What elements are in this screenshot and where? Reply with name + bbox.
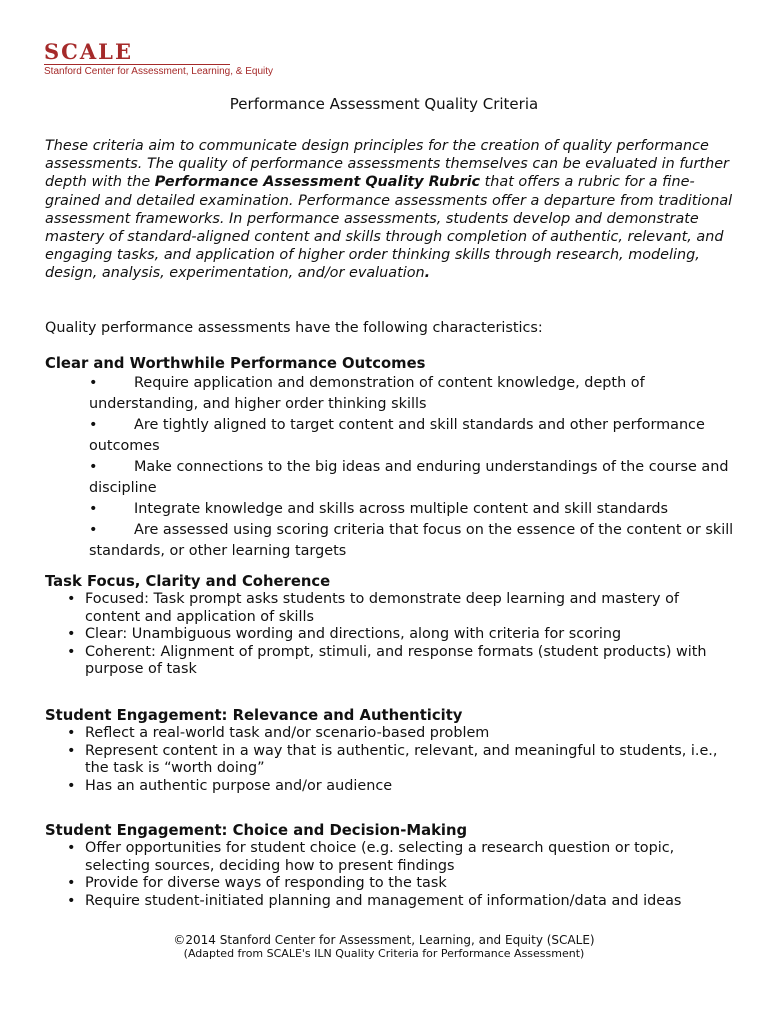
list-item-text: Integrate knowledge and skills across multiple content and skill standards bbox=[134, 501, 669, 517]
intro-end: . bbox=[424, 265, 431, 282]
choice-list bbox=[45, 840, 735, 910]
list-item-text: Are assessed using scoring criteria that focus on the essence of the content or skill standards, or other learning targets bbox=[89, 522, 734, 559]
list-item bbox=[45, 725, 735, 743]
relevance-list bbox=[45, 725, 735, 795]
list-item-text: Clear: Unambiguous wording and directions, along with criteria for scoring bbox=[85, 626, 622, 642]
list-item bbox=[45, 743, 735, 778]
section-choice-decision bbox=[45, 822, 735, 910]
bullet-icon: • bbox=[89, 417, 98, 433]
list-item bbox=[45, 893, 735, 911]
outcomes-list bbox=[45, 373, 735, 562]
list-item-text: Require application and demonstration of content knowledge, depth of understanding, and higher order thinking skills bbox=[89, 375, 645, 412]
list-item bbox=[45, 644, 735, 679]
section-heading: Clear and Worthwhile Performance Outcomes bbox=[45, 355, 426, 372]
list-item bbox=[45, 778, 735, 796]
list-item-text: Are tightly aligned to target content and skill standards and other performance outcomes bbox=[89, 417, 705, 454]
bullet-icon: • bbox=[67, 591, 76, 607]
intro-text-1: These criteria aim to communicate design principles for the creation of quality performance assessments. The quality of performance assessments themselves can be evaluated in further depth with the bbox=[45, 138, 729, 191]
bullet-icon: • bbox=[67, 643, 76, 660]
section-heading: Student Engagement: Relevance and Authenticity bbox=[45, 707, 463, 724]
bullet-icon: • bbox=[89, 459, 98, 475]
list-item-text: Provide for diverse ways of responding to the task bbox=[85, 875, 447, 891]
scale-logo bbox=[44, 41, 273, 78]
list-item bbox=[45, 415, 735, 457]
list-item bbox=[45, 499, 735, 520]
intro-paragraph bbox=[45, 137, 735, 283]
section-relevance-authenticity bbox=[45, 707, 735, 795]
list-item bbox=[45, 626, 735, 644]
lead-sentence: Quality performance assessments have the following characteristics: bbox=[45, 320, 543, 336]
bullet-icon: • bbox=[67, 875, 76, 891]
copyright-line: ©2014 Stanford Center for Assessment, Learning, and Equity (SCALE) bbox=[173, 933, 595, 947]
list-item bbox=[45, 591, 735, 626]
list-item-text: Focused: Task prompt asks students to demonstrate deep learning and mastery of content and application of skills bbox=[85, 591, 679, 625]
list-item bbox=[45, 373, 735, 415]
list-item-text: Require student-initiated planning and management of information/data and ideas bbox=[85, 892, 682, 909]
section-heading: Task Focus, Clarity and Coherence bbox=[45, 573, 331, 590]
document-title: Performance Assessment Quality Criteria bbox=[229, 95, 539, 113]
section-heading: Student Engagement: Choice and Decision-Making bbox=[45, 822, 468, 839]
bullet-icon: • bbox=[67, 777, 76, 794]
task-focus-list bbox=[45, 591, 735, 679]
list-item-text: Coherent: Alignment of prompt, stimuli, and response formats (student products) with purpose of task bbox=[85, 643, 707, 677]
section-performance-outcomes bbox=[45, 355, 735, 562]
list-item bbox=[45, 520, 735, 562]
bullet-icon: • bbox=[67, 840, 76, 856]
list-item-text: Make connections to the big ideas and enduring understandings of the course and discipline bbox=[89, 459, 729, 496]
bullet-icon: • bbox=[67, 892, 76, 909]
list-item-text: Represent content in a way that is authentic, relevant, and meaningful to students, i.e., the task is “worth doing” bbox=[85, 742, 718, 776]
logo-divider bbox=[44, 64, 230, 65]
list-item bbox=[45, 875, 735, 893]
attribution-line: (Adapted from SCALE's ILN Quality Criteria for Performance Assessment) bbox=[183, 947, 585, 960]
bullet-icon: • bbox=[89, 501, 98, 517]
list-item-text: Reflect a real-world task and/or scenario-based problem bbox=[85, 725, 490, 741]
bullet-icon: • bbox=[67, 742, 76, 759]
rubric-name: Performance Assessment Quality Rubric bbox=[154, 174, 481, 191]
bullet-icon: • bbox=[67, 626, 76, 642]
bullet-icon: • bbox=[89, 522, 98, 538]
logo-wordmark: SCALE bbox=[44, 39, 133, 64]
list-item-text: Offer opportunities for student choice (e.g. selecting a research question or topic, selecting sources, deciding how to present findings bbox=[85, 840, 675, 874]
logo-subtitle: Stanford Center for Assessment, Learning, & Equity bbox=[44, 66, 274, 77]
list-item bbox=[45, 457, 735, 499]
list-item bbox=[45, 840, 735, 875]
page-footer bbox=[0, 933, 768, 960]
bullet-icon: • bbox=[89, 375, 98, 391]
intro-text-2: that offers a rubric for a fine-grained and detailed examination. Performance assessments offer a departure from traditional assessment frameworks. In performance assessments, students develop and demonstrate mastery of standard-aligned content and skills through completion of authentic, relevant, and engaging tasks, and application of higher order thinking skills through research, modeling, design, analysis, experimentation, and/or evaluation bbox=[45, 174, 733, 282]
section-task-focus bbox=[45, 573, 735, 679]
bullet-icon: • bbox=[67, 725, 76, 741]
list-item-text: Has an authentic purpose and/or audience bbox=[85, 777, 393, 794]
